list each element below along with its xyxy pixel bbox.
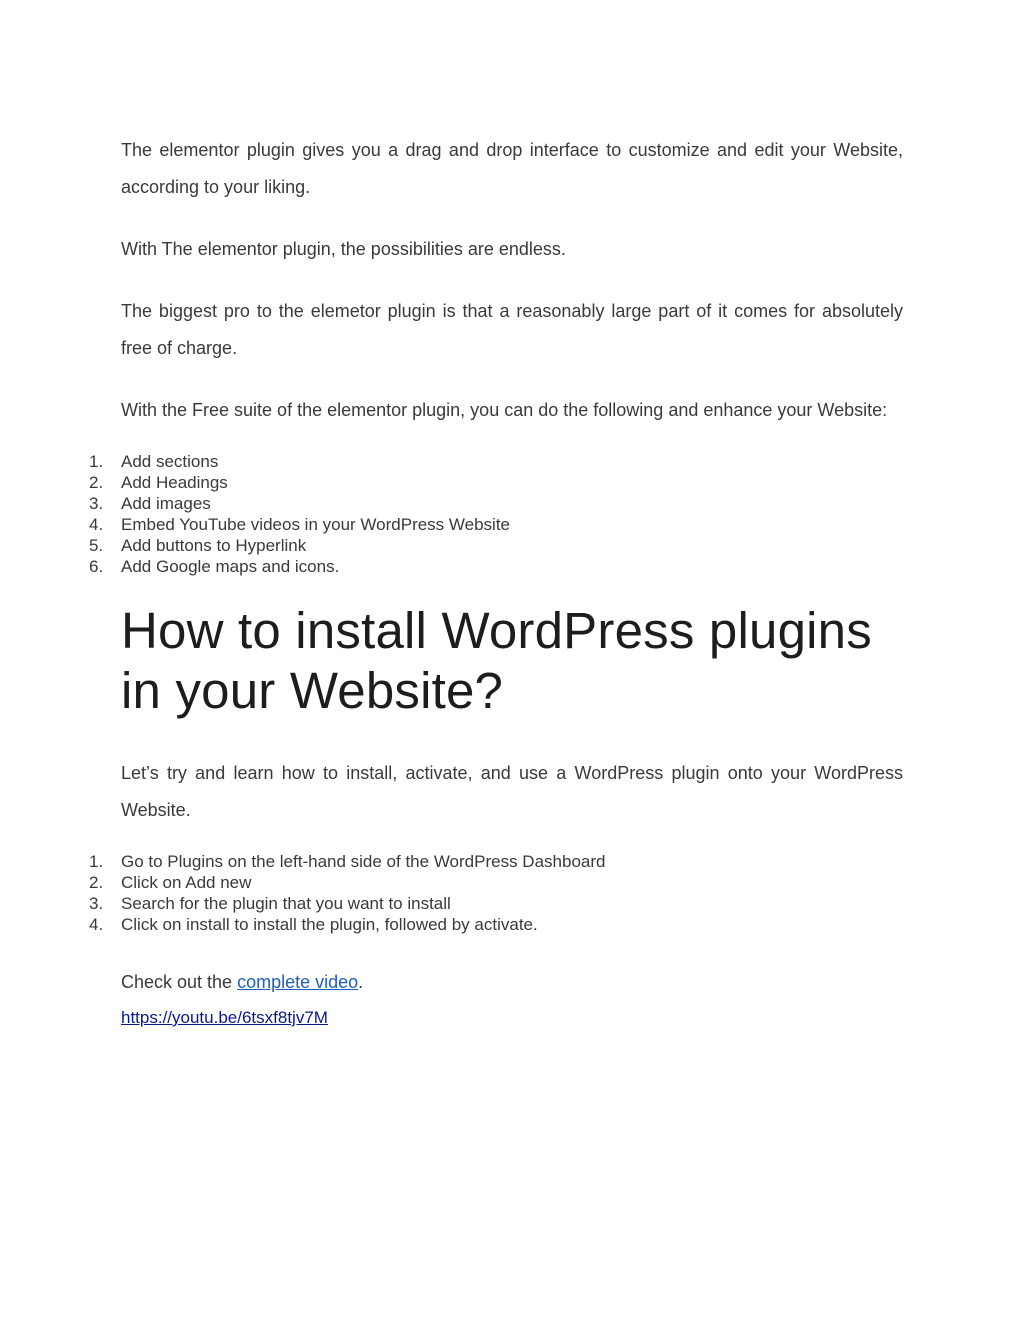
list-item xyxy=(89,872,903,893)
list-item xyxy=(89,914,903,935)
list-item-text: Click on install to install the plugin, followed by activate. xyxy=(121,915,538,934)
list-item-text: Search for the plugin that you want to install xyxy=(121,894,451,913)
features-list xyxy=(89,451,903,577)
list-item xyxy=(89,851,903,872)
complete-video-link[interactable]: complete video xyxy=(237,972,359,992)
intro-paragraph-1: The elementor plugin gives you a drag and drop interface to customize and edit your Website, according to your liking. xyxy=(121,140,903,197)
list-item xyxy=(89,493,903,514)
checkout-prefix: Check out the xyxy=(121,972,238,992)
list-item xyxy=(89,535,903,556)
list-number: 2. xyxy=(89,873,104,892)
list-item xyxy=(89,514,903,535)
list-item-text: Embed YouTube videos in your WordPress Website xyxy=(121,515,511,534)
intro-paragraph-2: With The elementor plugin, the possibilities are endless. xyxy=(121,239,566,259)
list-number: 5. xyxy=(89,536,104,555)
list-number: 6. xyxy=(89,557,104,576)
list-item xyxy=(89,556,903,577)
list-item xyxy=(89,472,903,493)
list-number: 3. xyxy=(89,894,104,913)
youtube-url-link[interactable]: https://youtu.be/6tsxf8tjv7M xyxy=(121,1008,328,1027)
list-item xyxy=(89,893,903,914)
document-page xyxy=(89,132,903,1029)
list-item-text: Click on Add new xyxy=(121,873,252,892)
intro-paragraph-3: The biggest pro to the elemetor plugin is that a reasonably large part of it comes for absolutely free of charge. xyxy=(121,301,903,358)
list-item xyxy=(89,451,903,472)
list-item-text: Add Google maps and icons. xyxy=(121,557,340,576)
section-heading: How to install WordPress plugins in your Website? xyxy=(121,602,872,719)
list-number: 1. xyxy=(89,452,104,471)
list-number: 4. xyxy=(89,515,104,534)
list-item-text: Go to Plugins on the left-hand side of the WordPress Dashboard xyxy=(121,852,606,871)
checkout-line xyxy=(121,967,903,997)
list-item-text: Add images xyxy=(121,494,211,513)
list-number: 2. xyxy=(89,473,104,492)
list-item-text: Add buttons to Hyperlink xyxy=(121,536,307,555)
list-number: 1. xyxy=(89,852,104,871)
intro-paragraph-4: With the Free suite of the elementor plugin, you can do the following and enhance your Website: xyxy=(121,400,888,420)
list-item-text: Add sections xyxy=(121,452,219,471)
list-number: 4. xyxy=(89,915,104,934)
install-intro-paragraph: Let’s try and learn how to install, activate, and use a WordPress plugin onto your WordPress Website. xyxy=(121,763,903,820)
list-number: 3. xyxy=(89,494,104,513)
video-url-line xyxy=(121,1007,903,1029)
install-steps-list xyxy=(89,851,903,935)
checkout-suffix: . xyxy=(358,972,364,992)
list-item-text: Add Headings xyxy=(121,473,228,492)
